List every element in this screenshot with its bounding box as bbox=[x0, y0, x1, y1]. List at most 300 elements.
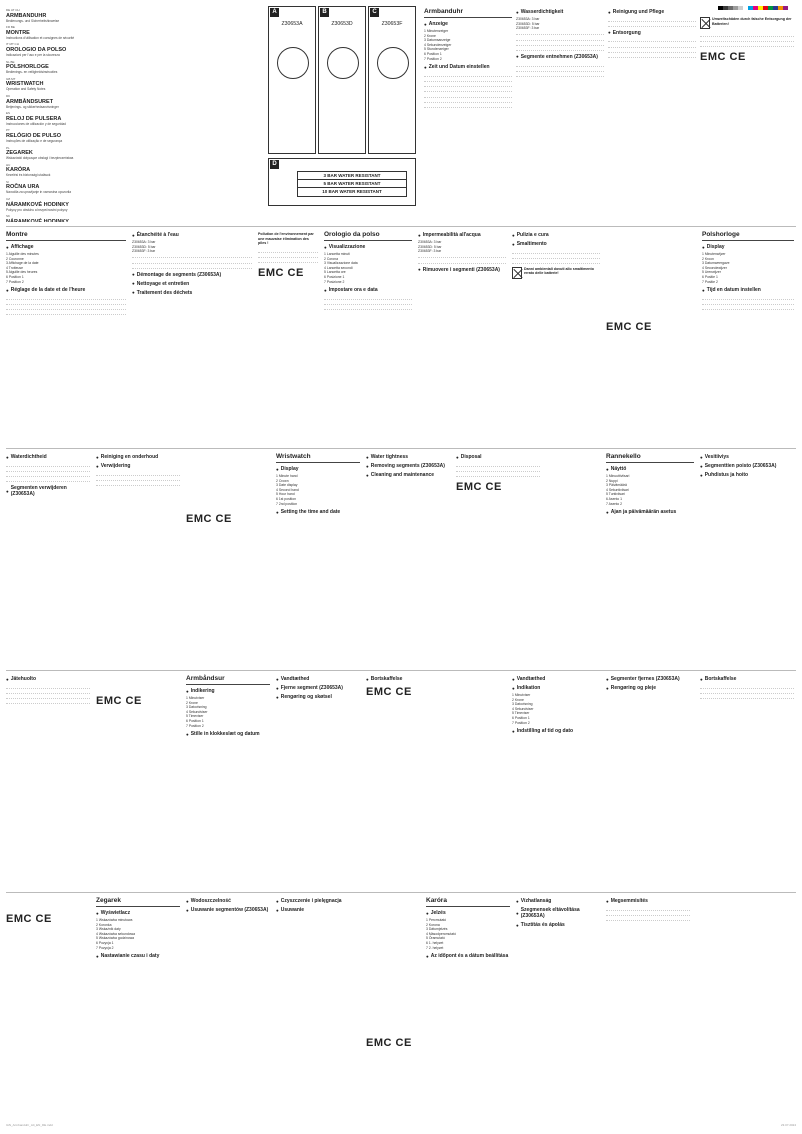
list-item: 5 Wskazówka godzinowa bbox=[96, 936, 135, 941]
body-text bbox=[6, 684, 90, 704]
hu-col-1 bbox=[426, 895, 510, 1115]
list-item: 5 Timeviser bbox=[186, 714, 204, 719]
list-item: 2 Krone bbox=[512, 697, 524, 702]
parts-list bbox=[276, 474, 360, 506]
list-item: 6 Position 1 bbox=[186, 718, 204, 723]
list-item: 6 Positie 1 bbox=[702, 274, 718, 279]
section-heading: ● Usuwanie bbox=[276, 907, 360, 913]
list-item: 4 Másodpercmutató bbox=[426, 931, 456, 936]
figure-c bbox=[368, 6, 416, 154]
list-item: 3 Date display bbox=[276, 483, 298, 488]
section-heading: ● Tijd en datum instellen bbox=[702, 287, 794, 293]
section-heading: ● Display bbox=[276, 466, 360, 472]
list-item: 6 Position 1 bbox=[424, 51, 442, 56]
list-item: 3 Datovisning bbox=[512, 702, 533, 707]
fr-col-2 bbox=[132, 229, 252, 441]
list-item: 2 Kroon bbox=[702, 256, 714, 261]
language-code: DE AT CH bbox=[6, 8, 20, 12]
section-heading: ● Indstilling af tid og dato bbox=[512, 728, 596, 734]
emc-ce-mark: EMC CE bbox=[606, 321, 652, 333]
page-heading: Karóra bbox=[426, 895, 510, 907]
section-heading: ● Rimuovere i segmenti (Z30653A) bbox=[418, 267, 506, 273]
section-heading: ● Display bbox=[702, 244, 794, 250]
list-item: Z30653A: 3 bar bbox=[516, 17, 540, 21]
language-subtitle: Wskazówki dotyczące obsługi i bezpieczeństwa bbox=[6, 156, 74, 161]
fr-col-1 bbox=[6, 229, 126, 441]
language-code: NL BE bbox=[6, 59, 15, 64]
emc-ce-mark: EMC CE bbox=[366, 1037, 412, 1049]
list-item: 2 Nuppi bbox=[606, 478, 618, 483]
list-item: 5 Urenwijzer bbox=[702, 270, 721, 275]
color-calibration-bar bbox=[718, 6, 788, 10]
section-heading: ● Reinigung und Pflege bbox=[608, 9, 696, 15]
section-heading: ● Jelzés bbox=[426, 910, 510, 916]
fi-col-1 bbox=[606, 451, 694, 663]
section-heading: ● Rengøring og pleje bbox=[606, 685, 690, 691]
fr-col-3 bbox=[258, 229, 318, 441]
language-title: NÁRAMKOVÉ HODINKY bbox=[6, 218, 69, 222]
section-heading: ● Bortskaffelse bbox=[366, 676, 450, 682]
body-text bbox=[6, 462, 90, 482]
list-item: Z30653A: 3 bar bbox=[132, 240, 156, 244]
language-subtitle: Instructions d'utilisation et consignes de sécurité bbox=[6, 35, 75, 40]
watch-face-icon bbox=[277, 47, 309, 79]
list-item: Z30653A: 3 bar bbox=[418, 240, 442, 244]
water-resistance-3bar: 3 BAR WATER RESISTANT bbox=[298, 172, 406, 180]
figure-model-label: Z30653F bbox=[381, 21, 403, 27]
parts-list bbox=[426, 918, 510, 950]
language-subtitle: Kezelési és biztonsági utalások bbox=[6, 173, 51, 178]
water-models bbox=[418, 240, 506, 254]
section-heading: ● Verwijdering bbox=[96, 463, 180, 469]
language-code: CZ bbox=[6, 197, 10, 202]
page-heading: Orologio da polso bbox=[324, 229, 412, 241]
list-item: 3 Affichage de la date bbox=[6, 261, 39, 266]
nl-col-3 bbox=[96, 451, 180, 663]
de-col-2 bbox=[516, 6, 604, 222]
parts-list bbox=[512, 693, 596, 725]
list-item: 5 Lancetta ore bbox=[324, 270, 346, 275]
nl-col-1 bbox=[702, 229, 794, 441]
list-item: 4 Trotteuse bbox=[6, 265, 23, 270]
list-item: 6 Position 1 bbox=[512, 715, 530, 720]
row-3 bbox=[6, 448, 796, 670]
body-text bbox=[608, 17, 696, 27]
section-heading: ● Impermeabilità all'acqua bbox=[418, 232, 506, 238]
emc-ce-mark: EMC CE bbox=[366, 686, 412, 698]
language-entry bbox=[6, 42, 186, 57]
figure-tag: C bbox=[370, 8, 379, 17]
section-heading: ● Indikering bbox=[186, 688, 270, 694]
language-entry bbox=[6, 146, 186, 161]
list-item: Z30653D: 5 bar bbox=[418, 244, 442, 249]
it-col-2 bbox=[418, 229, 506, 441]
print-footer bbox=[6, 1119, 796, 1127]
language-entry bbox=[6, 94, 186, 109]
parts-list bbox=[324, 252, 412, 284]
figure-tag: D bbox=[270, 160, 279, 169]
parts-list bbox=[606, 474, 694, 506]
list-item: 4 Secondewijzer bbox=[702, 265, 727, 270]
language-entry bbox=[6, 197, 186, 212]
section-heading: ● Fjerne segment (Z30653A) bbox=[276, 685, 360, 691]
watch-face-icon bbox=[327, 47, 359, 79]
language-entry bbox=[6, 77, 186, 92]
language-entry bbox=[6, 111, 186, 126]
language-title: ZEGAREK bbox=[6, 150, 33, 157]
section-heading: ● Pulizia e cura bbox=[512, 232, 600, 238]
section-heading: ● Czyszczenie i pielęgnacja bbox=[276, 898, 360, 904]
list-item: 2 Krone bbox=[424, 33, 436, 38]
section-heading: ● Az időpont és a dátum beállítása bbox=[426, 953, 510, 959]
list-item: Z30653F: 3 bar bbox=[132, 249, 156, 254]
water-resistance-5bar: 5 BAR WATER RESISTANT bbox=[298, 180, 406, 188]
language-title: ROČNA URA bbox=[6, 184, 40, 191]
fi-col-3 bbox=[6, 673, 90, 885]
gb-col-2 bbox=[366, 451, 450, 663]
language-entry bbox=[6, 214, 186, 222]
figure-model-label: Z30653D bbox=[331, 21, 353, 27]
parts-list bbox=[702, 252, 794, 284]
list-item: 3 Datumweergave bbox=[702, 261, 730, 266]
section-heading: ● Traitement des déchets bbox=[132, 290, 252, 296]
es-col-1 bbox=[512, 673, 596, 885]
section-heading: ● Impostare ora e data bbox=[324, 287, 412, 293]
language-code: ES bbox=[6, 111, 11, 116]
de-col-4 bbox=[700, 14, 794, 230]
list-item: 5 Stundenzeiger bbox=[424, 47, 449, 52]
list-item: 4 Wskazówka sekundowa bbox=[96, 931, 136, 936]
section-heading: ● Nettoyage et entretien bbox=[132, 281, 252, 287]
language-subtitle: Bedienings- en veiligheidsinstructies bbox=[6, 70, 58, 75]
list-item: Z30653D: 5 bar bbox=[516, 21, 540, 26]
pl-col-1 bbox=[96, 895, 180, 1115]
warning-text: Pollution de l'environnement par une mauvaise élimination des piles ! bbox=[258, 232, 314, 245]
body-text bbox=[608, 38, 696, 58]
section-heading: ● Segmenttien poisto (Z30653A) bbox=[700, 463, 794, 469]
page-heading: Armbåndsur bbox=[186, 673, 270, 685]
section-heading: ● Segmente entnehmen (Z30653A) bbox=[516, 54, 604, 60]
dk-col-1 bbox=[186, 673, 270, 885]
watch-face-icon bbox=[377, 47, 409, 79]
it-col-1 bbox=[324, 229, 412, 441]
body-text bbox=[516, 31, 604, 51]
list-item: 7 Position 2 bbox=[186, 723, 204, 728]
language-code: PT bbox=[6, 128, 10, 133]
body-text bbox=[700, 32, 794, 47]
list-item: 2 Korona bbox=[426, 922, 440, 927]
language-title: POLSHORLOGE bbox=[6, 64, 49, 71]
language-entry bbox=[6, 163, 186, 178]
list-item: 3 Dátumjelzés bbox=[426, 927, 448, 932]
battery-warning bbox=[258, 232, 318, 246]
language-list bbox=[6, 8, 186, 222]
list-item: 7 Pozycja 2 bbox=[96, 945, 114, 950]
language-subtitle: Instruções de utilização e de segurança bbox=[6, 138, 63, 143]
section-heading: ● Segmenter fjernes (Z30653A) bbox=[606, 676, 690, 682]
battery-warning bbox=[700, 17, 794, 29]
list-item: 4 Lancetta secondi bbox=[324, 265, 353, 270]
figure-model-label: Z30653A bbox=[281, 21, 303, 27]
list-item: 7 Asento 2 bbox=[606, 501, 623, 506]
section-heading: ● Szegmensek eltávolítása (Z30653A) bbox=[516, 907, 600, 919]
list-item: 7 Posizione 2 bbox=[324, 279, 345, 284]
language-title: RELOJ DE PULSERA bbox=[6, 115, 62, 122]
list-item: 7 2nd position bbox=[276, 501, 298, 506]
section-heading: ● Vandtæthed bbox=[276, 676, 360, 682]
section-heading: ● Segmenten verwijderen (Z30653A) bbox=[6, 485, 90, 497]
section-heading: ● Vandtæthed bbox=[512, 676, 596, 682]
dk-col-3 bbox=[366, 673, 450, 885]
language-subtitle: Indicazioni per l'uso e per la sicurezza bbox=[6, 52, 60, 57]
language-subtitle: Bedienungs- und Sicherheitshinweise bbox=[6, 18, 60, 23]
language-entry bbox=[6, 60, 186, 75]
language-subtitle: Pokyny pro obsluhu a bezpečnostní pokyny bbox=[6, 207, 68, 212]
page-heading: Armbanduhr bbox=[424, 6, 512, 18]
language-code: SI bbox=[6, 179, 9, 184]
section-heading: ● Setting the time and date bbox=[276, 509, 360, 515]
list-item: 4 Sekundviser bbox=[186, 709, 208, 714]
page-heading: Polshorloge bbox=[702, 229, 794, 241]
list-item: 1 Minute hand bbox=[276, 474, 298, 478]
list-item: 1 Minuuttiviisari bbox=[606, 474, 630, 478]
emc-ce-mark: EMC CE bbox=[96, 695, 142, 707]
es-col-2 bbox=[606, 673, 690, 885]
list-item: 6 Pozycja 1 bbox=[96, 940, 114, 945]
pl-col-2 bbox=[186, 895, 270, 1115]
body-text bbox=[456, 462, 540, 477]
page-heading: Zegarek bbox=[96, 895, 180, 907]
language-title: ARMBANDUHR bbox=[6, 12, 47, 19]
language-title: WRISTWATCH bbox=[6, 81, 44, 88]
section-heading: ● Cleaning and maintenance bbox=[366, 472, 450, 478]
list-item: 2 Krone bbox=[186, 700, 198, 705]
language-entry bbox=[6, 25, 186, 40]
list-item: 4 Second hand bbox=[276, 487, 299, 492]
figure-tag: B bbox=[320, 8, 329, 17]
emc-ce-mark: EMC CE bbox=[258, 267, 304, 280]
list-item: 1 Wskazówka minutowa bbox=[96, 918, 133, 922]
body-text bbox=[132, 254, 252, 269]
emc-ce-mark: EMC CE bbox=[456, 480, 502, 493]
section-heading: ● Vesitiiviys bbox=[700, 454, 794, 460]
footer-date: 23.07.2024 bbox=[780, 1123, 796, 1127]
water-models bbox=[516, 17, 604, 31]
fi-col-2 bbox=[700, 451, 794, 663]
battery-warning bbox=[512, 267, 600, 279]
language-entry bbox=[6, 8, 186, 23]
body-text bbox=[516, 62, 604, 77]
body-text bbox=[6, 295, 126, 315]
fi-col-4 bbox=[96, 691, 180, 903]
section-heading: ● Vízhatlanság bbox=[516, 898, 600, 904]
section-heading: ● Visualizzazione bbox=[324, 244, 412, 250]
es-col-3 bbox=[700, 673, 794, 885]
crossed-bin-icon bbox=[512, 267, 522, 279]
section-heading: ● Rengøring og skøtsel bbox=[276, 694, 360, 700]
parts-list bbox=[424, 29, 512, 61]
section-heading: ● Ajan ja päivämäärän asetus bbox=[606, 509, 694, 515]
body-text bbox=[258, 249, 318, 264]
list-item: 2 Koronka bbox=[96, 922, 112, 927]
section-heading: ● Entsorgung bbox=[608, 30, 696, 36]
water-resistance-10bar: 10 BAR WATER RESISTANT bbox=[322, 189, 382, 194]
parts-list bbox=[96, 918, 180, 950]
language-title: ARMBÅNDSURET bbox=[6, 98, 54, 105]
list-item: 3 Datovisning bbox=[186, 705, 207, 710]
body-text bbox=[324, 295, 412, 310]
language-subtitle: Betjenings- og sikkerhedsanvisninger bbox=[6, 104, 59, 109]
row-2 bbox=[6, 226, 796, 448]
list-item: 7 Position 2 bbox=[424, 56, 442, 61]
list-item: 3 Päivämäärä bbox=[606, 483, 627, 488]
language-entry bbox=[6, 180, 186, 195]
section-heading: ● Zeit und Datum einstellen bbox=[424, 64, 512, 70]
language-subtitle: Navodila za upravljanje in varnostna opozorila bbox=[6, 190, 72, 195]
list-item: 5 Tuntiviisari bbox=[606, 492, 625, 497]
parts-list bbox=[6, 252, 126, 284]
list-item: Z30653F: 3 bar bbox=[516, 26, 540, 31]
figure-d bbox=[268, 158, 416, 206]
list-item: 1 Minutenzeiger bbox=[424, 29, 449, 33]
warning-text: Danni ambientali dovuti allo smaltimento errato delle batterie! bbox=[524, 266, 594, 276]
section-heading: ● Wodoszczelność bbox=[186, 898, 270, 904]
body-text bbox=[702, 295, 794, 310]
list-item: 5 Hour hand bbox=[276, 492, 295, 497]
section-heading: ● Megsemmisítés bbox=[606, 898, 690, 904]
language-subtitle: Instrucciones de utilización y de seguridad bbox=[6, 121, 66, 126]
body-text bbox=[700, 684, 794, 699]
section-heading: ● Nastawianie czasu i daty bbox=[96, 953, 180, 959]
list-item: 1 Lancetta minuti bbox=[324, 252, 350, 256]
language-subtitle: Operation and Safety Notes bbox=[6, 87, 46, 92]
list-item: 3 Datumsanzeige bbox=[424, 38, 451, 43]
figures-panel bbox=[268, 6, 416, 222]
hu-col-2 bbox=[516, 895, 600, 1115]
list-item: 7 Position 2 bbox=[512, 720, 530, 725]
section-heading: ● Jätehuolto bbox=[6, 676, 90, 682]
list-item: 1 Minutviser bbox=[186, 696, 205, 700]
de-col-3 bbox=[608, 6, 696, 222]
list-item: 1 Minutenwijzer bbox=[702, 252, 726, 256]
row-1 bbox=[6, 4, 796, 226]
list-item: 7 Position 2 bbox=[6, 279, 24, 284]
section-heading: ● Removing segments (Z30653A) bbox=[366, 463, 450, 469]
page-heading: Montre bbox=[6, 229, 126, 241]
list-item: Z30653F: 3 bar bbox=[418, 249, 442, 254]
section-heading: ● Démontage de segments (Z30653A) bbox=[132, 272, 252, 278]
list-item: 4 Sekundenzeiger bbox=[424, 42, 452, 47]
list-item: 2 Crown bbox=[276, 478, 289, 483]
it-col-3 bbox=[512, 229, 600, 441]
nl-col-2 bbox=[6, 451, 90, 663]
list-item: 3 Wskaźnik daty bbox=[96, 927, 121, 932]
section-heading: ● Waterdichtheid bbox=[6, 454, 90, 460]
page-heading: Rannekello bbox=[606, 451, 694, 463]
list-item: Z30653D: 5 bar bbox=[132, 244, 156, 249]
parts-list bbox=[186, 696, 270, 728]
language-title: OROLOGIO DA POLSO bbox=[6, 46, 67, 53]
section-heading: ● Usuwanie segmentów (Z30653A) bbox=[186, 907, 270, 913]
list-item: 6 Position 1 bbox=[6, 274, 24, 279]
list-item: 2 Corona bbox=[324, 256, 338, 261]
figure-b bbox=[318, 6, 366, 154]
list-item: 6 Posizione 1 bbox=[324, 274, 345, 279]
section-heading: ● Anzeige bbox=[424, 21, 512, 27]
list-item: 6 1. helyzet bbox=[426, 940, 444, 945]
figure-a bbox=[268, 6, 316, 154]
list-item: 4 Sekuntiviisari bbox=[606, 487, 629, 492]
section-heading: ● Tisztítás és ápolás bbox=[516, 922, 600, 928]
pl-col-3 bbox=[276, 895, 360, 1115]
list-item: 6 1st position bbox=[276, 496, 296, 501]
list-item: 5 Timeviser bbox=[512, 711, 530, 716]
dk-col-2 bbox=[276, 673, 360, 885]
language-title: MONTRE bbox=[6, 29, 30, 36]
language-code: IT MT CH bbox=[6, 42, 19, 47]
list-item: 5 Aiguille des heures bbox=[6, 270, 38, 275]
language-title: NÁRAMKOVÉ HODINKY bbox=[6, 201, 69, 208]
list-item: 7 Positie 2 bbox=[702, 279, 718, 284]
list-item: 1 Aiguille des minutes bbox=[6, 252, 39, 256]
water-models bbox=[132, 240, 252, 254]
row-4 bbox=[6, 670, 796, 892]
section-heading: ● Disposal bbox=[456, 454, 540, 460]
section-heading: ● Näyttö bbox=[606, 466, 694, 472]
water-resistance-table bbox=[297, 171, 407, 197]
language-code: FR BE bbox=[6, 25, 15, 30]
language-code: SK bbox=[6, 214, 11, 219]
list-item: 2 Couronne bbox=[6, 256, 24, 261]
list-item: 1 Minutviser bbox=[512, 693, 531, 697]
body-text bbox=[512, 249, 600, 264]
gb-col-1 bbox=[276, 451, 360, 663]
language-title: RELÓGIO DE PULSO bbox=[6, 132, 62, 139]
list-item: 6 Asento 1 bbox=[606, 496, 623, 501]
emc-ce-mark: EMC CE bbox=[6, 913, 52, 925]
list-item: 3 Visualizzazione data bbox=[324, 261, 358, 266]
body-text bbox=[606, 906, 690, 921]
section-heading: ● Smaltimento bbox=[512, 241, 600, 247]
list-item: 7 2. helyzet bbox=[426, 945, 444, 950]
section-heading: ● Puhdistus ja hoito bbox=[700, 472, 794, 478]
list-item: 5 Óramutató bbox=[426, 936, 445, 941]
language-title: KARÓRA bbox=[6, 167, 31, 174]
de-col-1 bbox=[424, 6, 512, 222]
section-heading: ● Wasserdichtigkeit bbox=[516, 9, 604, 15]
page-heading: Wristwatch bbox=[276, 451, 360, 463]
language-code: GB MT bbox=[6, 76, 16, 81]
language-entry bbox=[6, 128, 186, 143]
section-heading: ● Stille in klokkeslæt og datum bbox=[186, 731, 270, 737]
crossed-bin-icon bbox=[700, 17, 710, 29]
hu-col-3 bbox=[606, 895, 690, 1115]
emc-ce-mark: EMC CE bbox=[186, 513, 232, 525]
row-5 bbox=[6, 892, 796, 1128]
section-heading: ● Affichage bbox=[6, 244, 126, 250]
section-heading: ● Bortskaffelse bbox=[700, 676, 794, 682]
section-heading: ● Water tightness bbox=[366, 454, 450, 460]
instruction-leaflet bbox=[6, 4, 796, 1128]
emc-ce-mark: EMC CE bbox=[700, 50, 746, 63]
es-col-4 bbox=[6, 909, 90, 1121]
body-text bbox=[418, 254, 506, 264]
section-heading: ● Wyświetlacz bbox=[96, 910, 180, 916]
language-code: DK bbox=[6, 93, 11, 98]
language-code: PL bbox=[6, 145, 10, 150]
gb-col-3 bbox=[456, 451, 540, 663]
list-item: 1 Percmutató bbox=[426, 918, 447, 922]
